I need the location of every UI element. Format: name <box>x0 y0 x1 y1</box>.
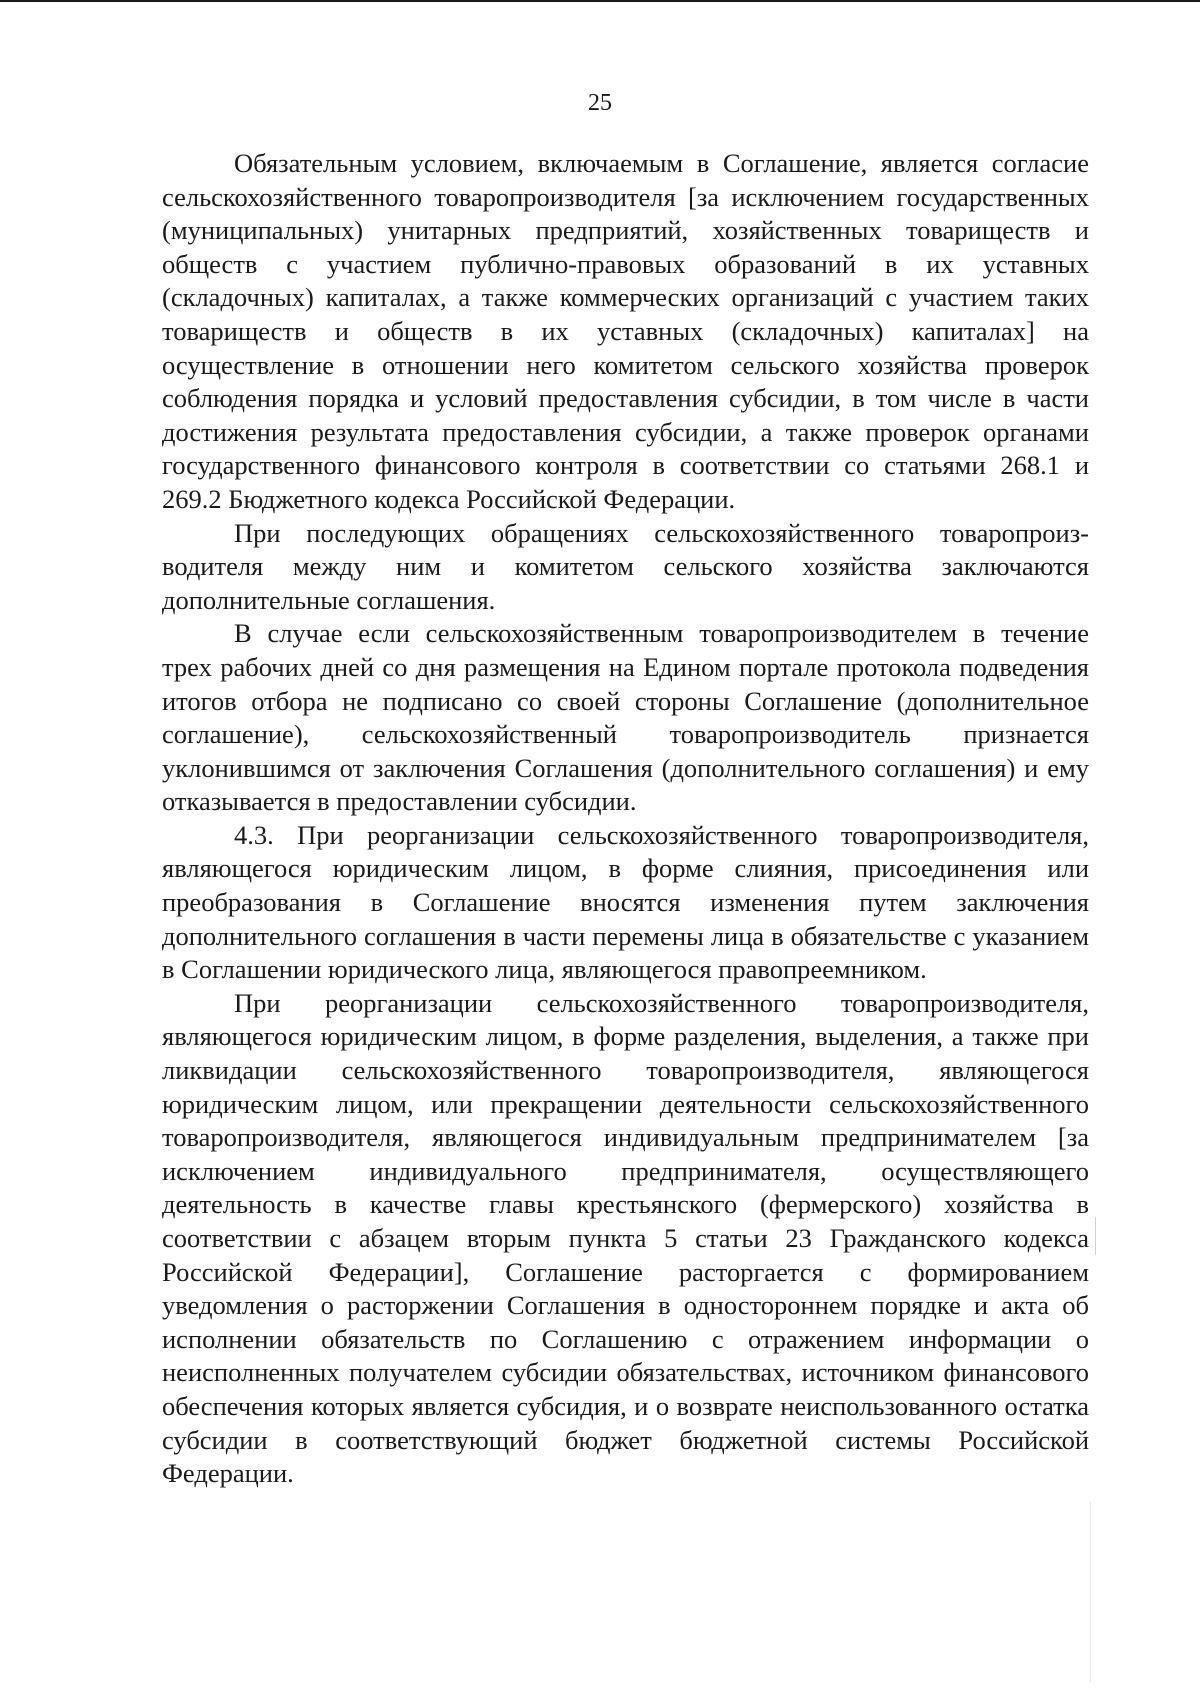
paragraph-additional-agreements: При последующих обращениях сельскохозяйственного товаропроизводителя между ним и комитетом сельского хозяйства заключаются дополнительные соглашения. <box>162 517 1089 615</box>
document-body <box>162 147 1089 1491</box>
page-number: 25 <box>588 90 612 116</box>
paragraph-refusal: В случае если сельскохозяйственным товаропроизводителем в течение трех рабочих дней со дня размещения на Едином портале протокола подведения итогов отбора не подписано со своей стороны Соглашение (дополнительное соглашение), сельскохозяйственный товаропроизводитель признается уклонившимся от заключения Соглашения (дополнительного соглашения) и ему отказывается в предоставлении субсидии. <box>162 618 1089 817</box>
paragraph-reorganization-merger: 4.3. При реорганизации сельскохозяйственного товаропроизводителя, являющегося юридическим лицом, в форме слияния, присоединения или преобразования в Соглашение вносятся изменения путем заключения дополнительного соглашения в части перемены лица в обязательстве с указанием в Соглашении юридического лица, являющегося правопреемником. <box>162 819 1089 985</box>
paragraph-agreement-condition: Обязательным условием, включаемым в Соглашение, является согласие сельскохозяйственного товаропроизводителя [за исключением государственных (муниципальных) унитарных предприятий, хозяйственных товариществ и обществ с участием публично-правовых образований в их уставных (складочных) капиталах, а также коммерческих организаций с участием таких товариществ и обществ в их уставных (складочных) капиталах] на осуществление в отношении него комитетом сельского хозяйства проверок соблюдения порядка и условий предоставления субсидии, в том числе в части достижения результата предоставления субсидии, а также проверок органами государственного финансового контроля в соответствии со статьями 268.1 и 269.2 Бюджетного кодекса Российской Федерации. <box>162 148 1089 514</box>
scan-edge-line <box>1090 1502 1091 1682</box>
scan-edge-line <box>1095 1217 1096 1255</box>
paragraph-reorganization-division: При реорганизации сельскохозяйственного товаропроизводителя, являющегося юридическим лицом, в форме разделения, выделения, а также при ликвидации сельскохозяйственного товаропроизводителя, являющегося юридическим лицом, или прекращении деятельности сельскохозяйственного товаропроизводителя, являющегося индивидуальным предпринимателем [за исключением индивидуального предпринимателя, осуществляющего деятельность в качестве главы крестьянского (фермерского) хозяйства в соответствии с абзацем вторым пункта 5 статьи 23 Гражданского кодекса Российской Федерации], Соглашение расторгается с формированием уведомления о расторжении Соглашения в одностороннем порядке и акта об исполнении обязательств по Соглашению с отражением информации о неисполненных получателем субсидии обязательствах, источником финансового обеспечения которых является субсидия, и о возврате неиспользованного остатка субсидии в соответствующий бюджет бюджетной системы Российской Федерации. <box>162 987 1089 1489</box>
